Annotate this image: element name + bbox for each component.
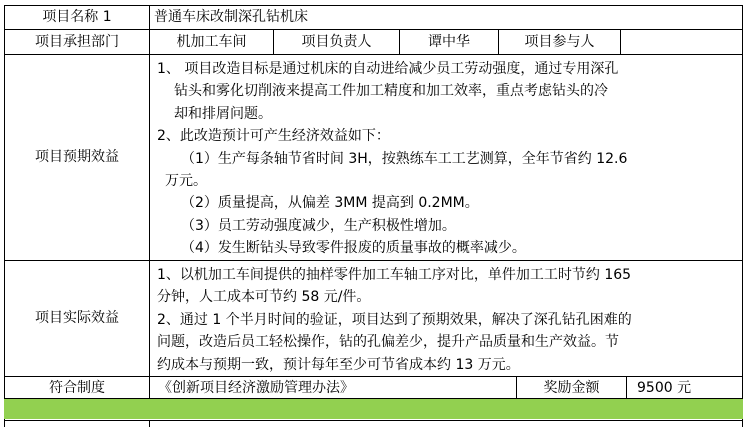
expected-benefit-label: 项目预期效益 <box>35 149 119 165</box>
expected-line: （1）生产每条轴节省时间 3H，按熟练车工工艺测算，全年节省约 12.6 <box>181 150 628 167</box>
row-divider <box>4 420 743 421</box>
row-divider <box>4 29 743 30</box>
project-name-label: 项目名称 1 <box>42 9 112 25</box>
owner-label: 项目负责人 <box>301 34 372 50</box>
table-border-top <box>4 5 743 6</box>
actual-line: 分钟，人工成本可节约 58 元/件。 <box>157 289 371 306</box>
expected-line: （4）发生断钻头导致零件报废的质量事故的概率减少。 <box>181 240 526 257</box>
row-divider <box>4 260 743 261</box>
table-border-right <box>742 5 743 427</box>
policy-value: 《创新项目经济激励管理办法》 <box>158 380 354 396</box>
green-band <box>4 399 743 419</box>
expected-line: 1、 项目改造目标是通过机床的自动进给减少员工劳动强度，通过专用深孔 <box>157 61 619 77</box>
expected-line: 却和排屑问题。 <box>174 105 272 122</box>
row-divider <box>4 376 743 377</box>
policy-label: 符合制度 <box>49 380 105 396</box>
participants-label: 项目参与人 <box>524 34 595 50</box>
label-column-divider <box>149 420 150 427</box>
col-divider <box>620 29 621 55</box>
col-divider <box>626 376 627 399</box>
dept-label: 项目承担部门 <box>35 34 119 50</box>
project-name-value: 普通车床改制深孔钻机床 <box>154 9 308 25</box>
owner-value: 谭中华 <box>428 34 470 50</box>
expected-line: 2、此改造预计可产生经济效益如下： <box>157 128 390 145</box>
actual-benefit-label: 项目实际效益 <box>35 310 119 326</box>
reward-label: 奖励金额 <box>543 380 600 396</box>
expected-line: 万元。 <box>165 173 207 190</box>
reward-value: 9500 元 <box>637 380 692 396</box>
expected-line: 钻头和雾化切削液来提高工件加工精度和加工效率，重点考虑钻头的冷 <box>174 83 608 100</box>
table-border-left <box>4 5 5 427</box>
label-column-divider <box>149 5 150 399</box>
expected-line: （3）员工劳动强度减少，生产积极性增加。 <box>181 217 456 234</box>
row-divider <box>4 54 743 55</box>
expected-line: （2）质量提高，从偏差 3MM 提高到 0.2MM。 <box>181 195 479 212</box>
actual-line: 约成本与预期一致，预计每年至少可节省成本约 13 万元。 <box>157 356 520 373</box>
actual-line: 2、通过 1 个半月时间的验证，项目达到了预期效果，解决了深孔钻孔困难的 <box>157 311 632 328</box>
actual-benefit-content <box>157 264 632 376</box>
actual-line: 1、以机加工车间提供的抽样零件加工车轴工序对比，单件加工工时节约 165 <box>157 267 632 283</box>
dept-value: 机加工车间 <box>176 34 247 50</box>
actual-line: 问题，改造后员工轻松操作，钻的孔偏差少，提升产品质量和生产效益。节 <box>157 334 619 351</box>
expected-benefit-content <box>157 58 627 260</box>
